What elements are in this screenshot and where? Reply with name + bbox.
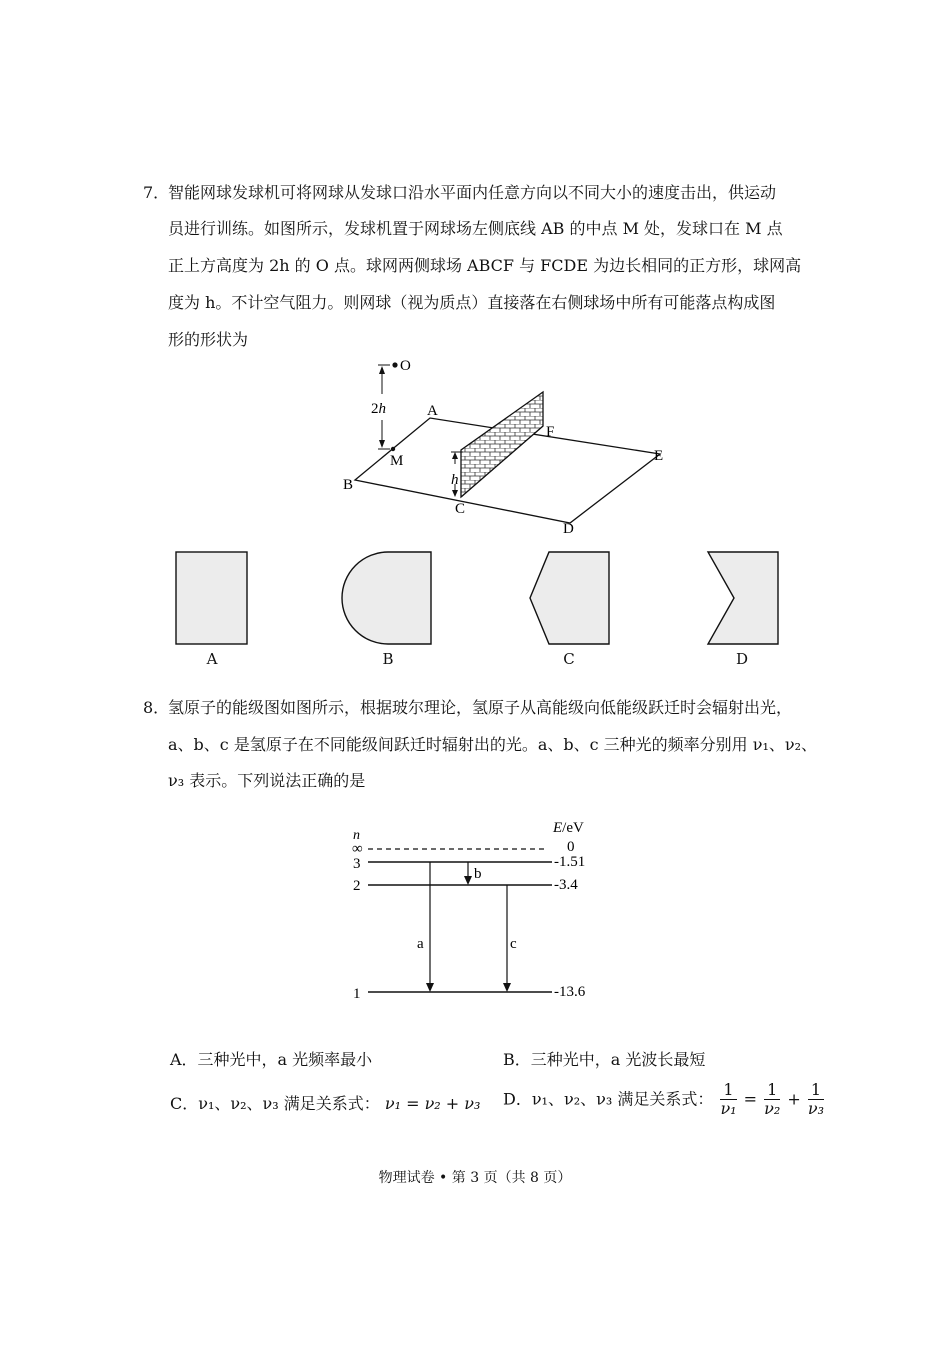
option-label-a: A — [206, 650, 218, 668]
option-shape-a — [170, 548, 255, 648]
label-O: O — [400, 358, 411, 374]
level-n-inf: ∞ — [352, 841, 363, 857]
label-M: M — [390, 453, 404, 469]
energy-level-diagram — [340, 815, 610, 1005]
option-label-d: D — [735, 650, 749, 668]
question-7-number: 7． — [143, 183, 170, 202]
level-energy-2: -3.4 — [554, 877, 578, 893]
question-8-number: 8． — [143, 698, 170, 717]
level-energy-1: -13.6 — [554, 984, 586, 1000]
option-shape-d — [702, 548, 787, 648]
label-B: B — [343, 477, 354, 493]
level-n-1: 1 — [353, 986, 361, 1002]
q8-option-c-prefix: C．ν₁、ν₂、ν₃ 满足关系式： — [170, 1094, 380, 1113]
page-footer: 物理试卷 • 第 3 页（共 8 页） — [378, 1170, 572, 1186]
q8-option-b: B．三种光中，a 光波长最短 — [503, 1050, 706, 1069]
q7-line-5: 形的形状为 — [168, 330, 249, 349]
q8-line-3: ν₃ 表示。下列说法正确的是 — [168, 771, 366, 790]
level-energy-3: -1.51 — [554, 854, 586, 870]
q7-line-2: 员进行训练。如图所示，发球机置于网球场左侧底线 AB 的中点 M 处，发球口在 M 点 — [168, 219, 783, 238]
frac-r1: $\frac{1}{\text{ν₂}}$ — [764, 1080, 781, 1118]
q8-line-2: a、b、c 是氢原子在不同能级间跃迁时辐射出的光。a、b、c 三种光的频率分别用 ν₁、ν₂、 — [168, 735, 818, 754]
tennis-court-diagram — [330, 352, 690, 542]
q7-line-3: 正上方高度为 2h 的 O 点。球网两侧球场 ABCF 与 FCDE 为边长相同的正方形，球网高 — [168, 256, 802, 275]
q8-option-c-formula: ν₁ = ν₂ + ν₃ — [384, 1094, 481, 1113]
frac-lhs: $\frac{1}{\text{ν₁}}$ — [720, 1080, 737, 1118]
level-n-2: 2 — [353, 878, 361, 894]
label-A: A — [427, 403, 438, 419]
label-D: D — [563, 521, 574, 537]
q7-line-1: 智能网球发球机可将网球从发球口沿水平面内任意方向以不同大小的速度击出，供运动 — [168, 183, 777, 202]
q8-option-d: D．ν₁、ν₂、ν₃ 满足关系式： $\frac{1}{\text{ν₁}}$ = $\frac{1}{\text{ν₂}}$ + $\frac{1}{\text{ν₃}}$ — [503, 1080, 825, 1118]
energy-axis-label: E/eV — [553, 820, 584, 836]
q7-line-4: 度为 h。不计空气阻力。则网球（视为质点）直接落在右侧球场中所有可能落点构成图 — [168, 293, 776, 312]
q8-option-d-prefix: D．ν₁、ν₂、ν₃ 满足关系式： — [503, 1089, 714, 1109]
label-h: h — [451, 472, 459, 488]
frac-r2: $\frac{1}{\text{ν₃}}$ — [807, 1080, 825, 1118]
transition-c-label: c — [510, 936, 517, 952]
option-label-b: B — [382, 650, 394, 668]
option-shape-b — [340, 548, 440, 648]
q8-line-1: 氢原子的能级图如图所示，根据玻尔理论，氢原子从高能级向低能级跃迁时会辐射出光， — [168, 698, 793, 717]
label-F: F — [546, 424, 555, 440]
option-label-c: C — [563, 650, 575, 668]
q8-option-c — [170, 1094, 480, 1114]
n-axis-label: n — [353, 828, 360, 843]
transition-b-label: b — [474, 866, 482, 882]
label-2h: 2h — [371, 401, 386, 417]
level-energy-inf: 0 — [567, 839, 575, 855]
label-C: C — [455, 501, 466, 517]
q8-option-a: A．三种光中，a 光频率最小 — [170, 1050, 373, 1069]
transition-a-label: a — [417, 936, 424, 952]
option-shape-c — [525, 548, 615, 648]
label-E: E — [654, 448, 664, 464]
level-n-3: 3 — [353, 856, 361, 872]
net — [461, 392, 543, 497]
